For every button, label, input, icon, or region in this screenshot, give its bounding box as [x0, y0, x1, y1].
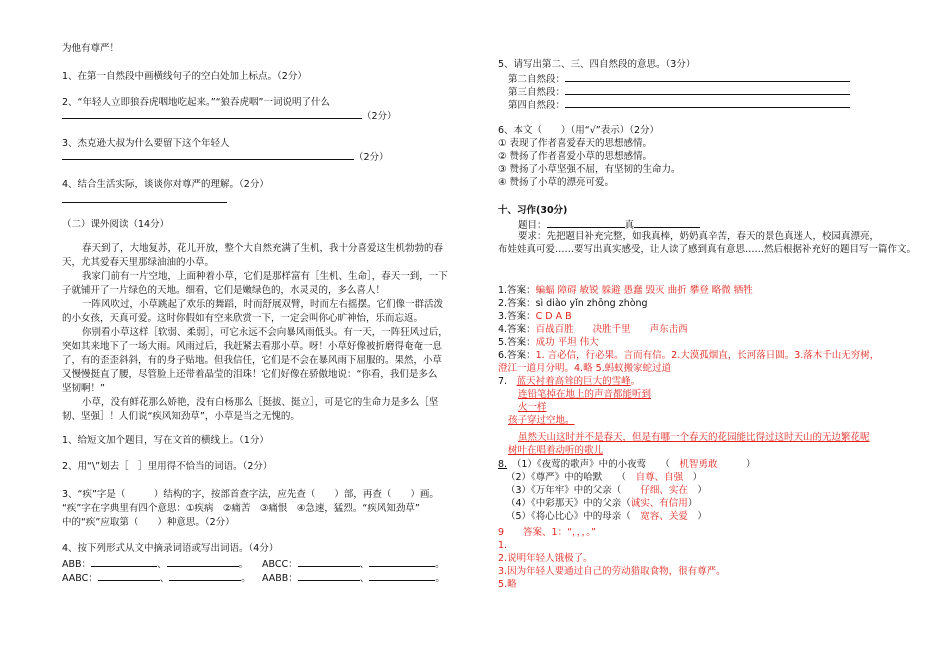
answer-text: C D A B [535, 311, 572, 322]
answer-9: 9 答案、1：“，，，。” [498, 527, 596, 538]
blank-line[interactable] [634, 217, 700, 228]
paragraph-line: 又慢慢挺直了腰，尽管脸上还带着晶莹的泪珠！它们好像在骄傲地说：“你看，我们是多么 [62, 369, 438, 380]
text-line: 为他有尊严！ [62, 43, 120, 54]
answer-text: 蓝天衬着高耸的巨大的雪峰 [516, 376, 631, 387]
blank-line[interactable] [369, 556, 435, 567]
answer-line [62, 108, 397, 123]
blank-line[interactable] [547, 217, 625, 228]
question-5: 5、请写出第二、三、四自然段的意思。（3分） [498, 59, 696, 70]
period: 。 [435, 559, 445, 570]
answer-8-row-4 [506, 497, 697, 510]
prompt: （4）《中彩那天》中的父亲（ [506, 498, 631, 509]
answer-line: 1. [498, 540, 508, 551]
bracket: ） [687, 498, 698, 509]
reading-question-4: 4、按下列形式从文中摘录词语或写出词语。（4分） [62, 543, 279, 554]
bracket: ） [692, 472, 703, 483]
blank-line[interactable] [369, 570, 435, 581]
answer-text: sì diào yǐn zhōng zhòng [535, 298, 648, 309]
question-6: 6、本文（ ）（用“√”表示）（2分） [498, 125, 659, 136]
paragraph-4-row [508, 97, 850, 112]
option-1: ① 表现了作者喜爱春天的思想感情。 [498, 138, 653, 149]
answer-line: 5.略 [498, 579, 517, 590]
label: ABB： [62, 559, 92, 570]
blank-line[interactable] [62, 149, 354, 160]
label: 2.答案： [498, 298, 536, 309]
paragraph-line: 子就铺开了一片绿色的天地。细看，它们是嫩绿色的，水灵灵的，多么喜人！ [62, 285, 386, 296]
answer-8-row-5 [506, 510, 707, 523]
requirement-line: 要求：先把题目补充完整，如我真棒，奶奶真辛苦，春天的景色真迷人，校园真漂亮， [518, 231, 880, 242]
paragraph-line: 坚韧啊！” [62, 383, 105, 394]
period: 。 [435, 573, 445, 584]
label: 第三自然段： [508, 87, 566, 98]
answer-6-cont: 澄江一道月分明。4.略 5.蚂蚁搬家蛇过道 [498, 363, 672, 374]
paragraph-line: 了，有的歪歪斜斜，有的身子贴地。但我信任，它们是不会在暴风雨下屈服的。果然，小草 [62, 355, 443, 366]
option-2: ② 赞扬了作者喜爱小草的思想感情。 [498, 151, 653, 162]
prompt: （3）《万年牢》中的父亲（ [506, 485, 622, 496]
label: ABCC： [262, 559, 298, 570]
paragraph-line: 韧、坚强］！人们说“疾风知劲草”，小草是当之无愧的。 [62, 411, 300, 422]
label: 第四自然段： [508, 100, 566, 111]
answer-7-line: 火一样 [518, 402, 547, 413]
question-1: 1、在第一自然段中画横线句子的空白处加上标点。（2分） [62, 71, 307, 82]
punctuation: 。 [630, 376, 641, 387]
answer-text: 成功 平坦 伟大 [535, 337, 599, 348]
score: （2分） [362, 111, 397, 122]
answer-text: 蝙蝠 障碍 敏锐 躲避 愚蠢 毁灭 曲折 攀登 略微 牺牲 [535, 285, 753, 296]
label: 7. [498, 376, 508, 387]
question-2: 2、“年轻人立即狼吞虎咽地吃起来。”“狼吞虎咽”一词说明了什么 [62, 97, 330, 108]
answer-1 [498, 284, 753, 297]
blank-line[interactable] [565, 97, 850, 108]
answer-7-line: 孩子穿过空地。 [508, 415, 575, 426]
option-4: ④ 赞扬了小草的漂亮可爱。 [498, 177, 615, 188]
bracket: ） [745, 459, 756, 470]
paragraph-line: 我家门前有一片空地，上面种着小草，它们是那样富有［生机、生命］，春天一到，一下 [82, 271, 448, 282]
label: 6.答案： [498, 350, 536, 361]
answer-6 [498, 349, 879, 362]
answer-text: 仔细、实在 [640, 485, 688, 496]
blank-line[interactable] [565, 84, 850, 95]
label: 8. [498, 459, 508, 470]
paragraph-line: 春天到了，大地复苏，花儿开放，整个大自然充满了生机，我十分喜爱这生机勃勃的春 [82, 243, 444, 254]
question-3: 3、杰克逊大叔为什么要留下这个年轻人 [62, 138, 230, 149]
answer-7-line: 虽然天山这时并不是春天，但是有哪一个春天的花园能比得过这时天山的无边繁花呢 [518, 432, 870, 443]
blank-line[interactable] [169, 570, 241, 581]
reading-question-3: “疾”字在字典里有四个意思：①疾病 ②痛苦 ③痛恨 ④急速，猛烈。“疾风知劲草” [62, 503, 420, 514]
paragraph-line: 一阵风吹过，小草跳起了欢乐的舞蹈，时而舒展双臂，时而左右摇摆。它们像一群活泼 [82, 299, 444, 310]
blank-line[interactable] [298, 556, 360, 567]
section-heading: 十、习作(30分) [498, 205, 568, 216]
paragraph-line: 的小女孩，天真可爱。这时你假如有空来欣赏一下，一定会叫你心旷神怡，乐而忘返。 [62, 313, 424, 324]
reading-question-3: 3、“疾”字是（ ）结构的字，按部首查字法，应先查（ ）部，再查（ ）画。 [62, 489, 439, 500]
label: AABB： [262, 573, 298, 584]
label: 真 [624, 220, 635, 231]
requirement-line: 布娃娃真可爱……要写出真实感受，让人读了感到真有意思……然后根据补充好的题目写一篇作文。 [498, 244, 917, 255]
prompt: （1）《夜莺的歌声》中的小夜莺 （ [516, 459, 670, 470]
answer-3 [498, 310, 572, 323]
aabc-row: AABC： 、 。 [62, 570, 251, 585]
answer-line [62, 192, 227, 207]
answer-line [62, 149, 389, 164]
period: 。 [238, 559, 249, 570]
label: 第二自然段： [508, 74, 566, 85]
answer-5 [498, 336, 599, 349]
label: 4.答案： [498, 324, 536, 335]
period: 。 [241, 573, 251, 584]
reading-question-3: 中的“疾”应取第（ ）种意思。（2分） [62, 517, 235, 528]
answer-2 [498, 297, 648, 310]
paragraph-line: 小草，没有鲜花那么娇艳，没有白杨那么［挺拔、挺立］，可是它的生命力是多么［坚 [82, 397, 439, 408]
blank-line[interactable] [298, 570, 360, 581]
blank-line[interactable] [91, 556, 157, 567]
blank-line[interactable] [167, 556, 239, 567]
label: 题目： [518, 220, 547, 231]
abcc-row: ABCC： 、 。 [262, 556, 445, 571]
answer-text: 诚实、有信用 [630, 498, 688, 509]
blank-line[interactable] [565, 71, 850, 82]
paragraph-line: 你别看小草这样［软弱、柔弱］，可它永远不会向暴风雨低头。有一天，一阵狂风过后， [82, 327, 448, 338]
paragraph-line: 天，尤其爱春天里那绿油油的小草。 [62, 257, 215, 268]
reading-question-2: 2、用“\”划去［ ］里用得不恰当的词语。（2分） [62, 461, 273, 472]
label: 5.答案： [498, 337, 536, 348]
answer-line: 3.因为年轻人要通过自己的劳动猎取食物，很有尊严。 [498, 566, 726, 577]
answer-text: 1. 言必信，行必果。言而有信。2.大漠孤烟直，长河落日圆。3.落木千山无穷树， [535, 350, 880, 361]
reading-question-1: 1、给短文加个题目，写在文首的横线上。（1分） [62, 435, 269, 446]
label: 3.答案： [498, 311, 536, 322]
blank-line[interactable] [62, 108, 362, 119]
answer-7 [498, 375, 640, 388]
option-3: ③ 赞扬了小草坚强不屈，有坚韧的生命力。 [498, 164, 681, 175]
question-4: 4、结合生活实际，谈谈你对尊严的理解。（2分） [62, 179, 269, 190]
prompt: （5）《将心比心》中的母亲（ [506, 511, 631, 522]
answer-text: 百战百胜 决胜千里 声东击西 [535, 324, 688, 335]
answer-text: 自尊、自强 [635, 472, 684, 483]
label: AABC： [62, 573, 98, 584]
abb-row: ABB： 、 。 [62, 556, 248, 571]
answer-7-line: 树叶在唱着动听的歌儿 [508, 445, 604, 456]
answer-line: 2.说明年轻人饿极了。 [498, 553, 593, 564]
answer-4 [498, 323, 688, 336]
aabb-row: AABB： 、 。 [262, 570, 445, 585]
paragraph-line: 突如其来地下了一场大雨。风雨过后，我赶紧去看那小草。呀！小草好像被折磨得奄奄一息 [62, 341, 443, 352]
answer-8-row-2 [506, 471, 702, 484]
label: 1.答案： [498, 285, 536, 296]
answer-8-row-3 [506, 484, 707, 497]
answer-8-row-1 [498, 458, 755, 471]
answer-text: 机智勇敢 [679, 459, 718, 470]
answer-text: 宽容、关爱 [640, 511, 688, 522]
blank-line[interactable] [62, 192, 227, 203]
blank-line[interactable] [98, 570, 160, 581]
section-heading: （二）课外阅读（14分） [62, 219, 170, 230]
bracket: ） [697, 511, 707, 522]
bracket: ） [697, 485, 707, 496]
score: （2分） [354, 152, 389, 163]
answer-7-line: 连铅笔掉在地上的声音都能听到 [518, 389, 652, 400]
prompt: （2）《尊严》中的哈默 （ [506, 472, 627, 483]
